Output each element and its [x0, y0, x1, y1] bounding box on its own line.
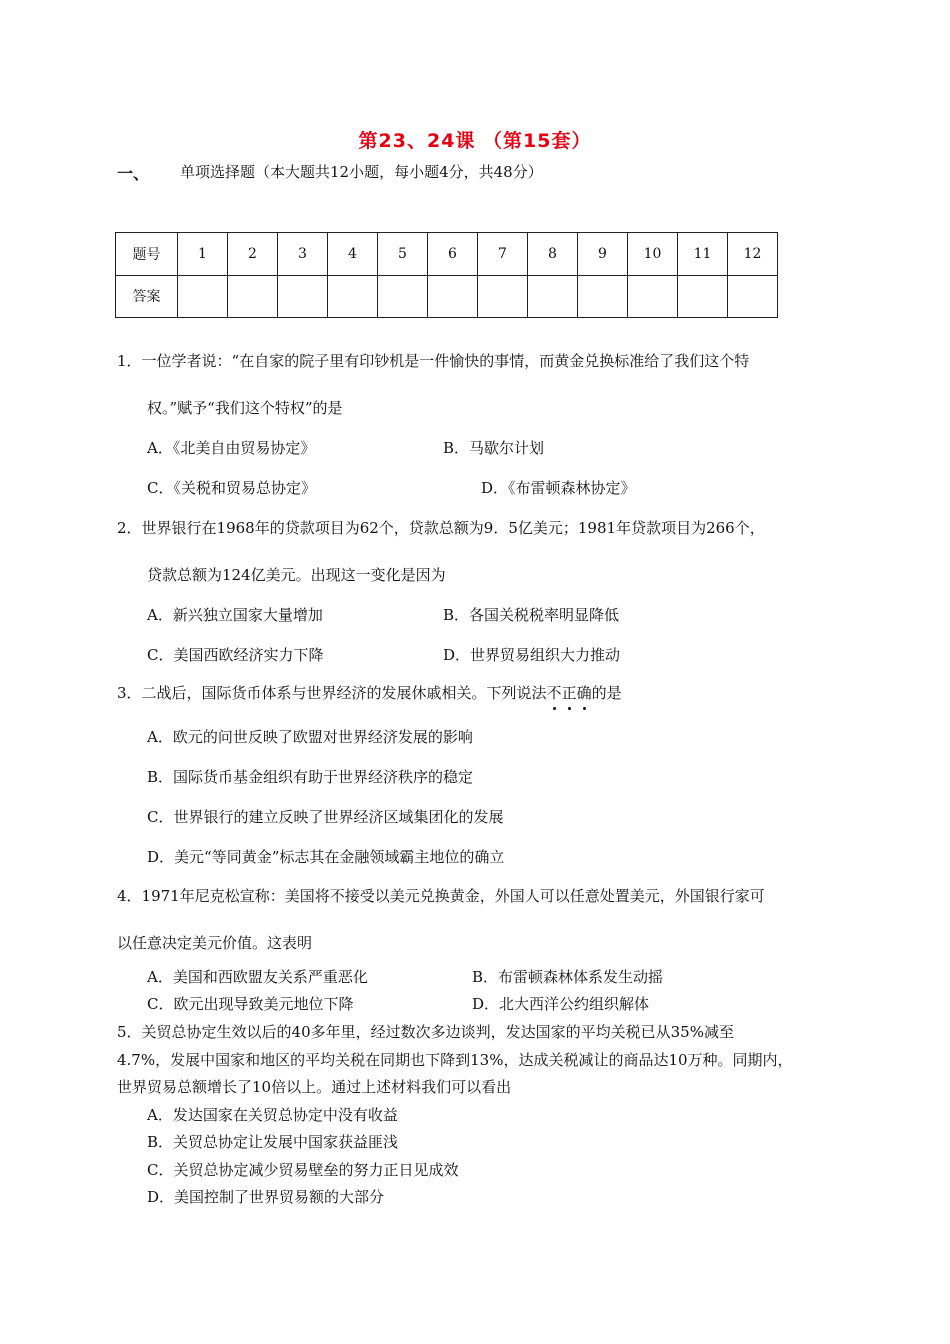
answer-cell[interactable] [228, 275, 278, 318]
question-number-cell: 1 [178, 233, 228, 276]
answer-cell[interactable] [378, 275, 428, 318]
question-number-row [116, 233, 778, 276]
question-5-stem: 5．关贸总协定生效以后的40多年里，经过数次多边谈判，发达国家的平均关税已从35%减至 [117, 1023, 734, 1041]
question-5-option-c: C．关贸总协定减少贸易壁垒的努力正日见成效 [147, 1161, 459, 1179]
question-2-stem: 2．世界银行在1968年的贷款项目为62个，贷款总额为9．5亿美元；1981年贷款项目为266个， [117, 519, 765, 537]
question-3-stem [117, 682, 622, 703]
question-number-cell: 2 [228, 233, 278, 276]
answer-cell[interactable] [678, 275, 728, 318]
question-4-option-d: D．北大西洋公约组织解体 [472, 995, 650, 1013]
answer-cell[interactable] [178, 275, 228, 318]
question-number-cell: 8 [528, 233, 578, 276]
emphasis-char: 确 [576, 684, 592, 702]
answer-cell[interactable] [728, 275, 778, 318]
question-3-option-a: A．欧元的问世反映了欧盟对世界经济发展的影响 [147, 728, 473, 746]
question-4-stem: 4．1971年尼克松宣称：美国将不接受以美元兑换黄金，外国人可以任意处置美元，外国银行家可 [117, 887, 765, 905]
emphasis-char: 正 [561, 684, 577, 702]
question-5-option-b: B．关贸总协定让发展中国家获益匪浅 [147, 1133, 399, 1151]
answer-cell[interactable] [428, 275, 478, 318]
question-number-cell: 12 [728, 233, 778, 276]
question-3-option-d: D．美元“等同黄金”标志其在金融领域霸主地位的确立 [147, 848, 505, 866]
question-number-cell: 7 [478, 233, 528, 276]
question-1-option-a: A．《北美自由贸易协定》 [147, 439, 316, 457]
answer-cell[interactable] [328, 275, 378, 318]
question-3-stem-after: 的是 [591, 684, 622, 702]
section-number: 一、 [117, 164, 150, 183]
question-5-option-d: D．美国控制了世界贸易额的大部分 [147, 1188, 385, 1206]
question-4-option-a: A．美国和西欧盟友关系严重恶化 [147, 968, 368, 986]
question-number-cell: 9 [578, 233, 628, 276]
answer-cell[interactable] [278, 275, 328, 318]
question-number-cell: 5 [378, 233, 428, 276]
question-3-option-c: C．世界银行的建立反映了世界经济区域集团化的发展 [147, 808, 504, 826]
answer-row [116, 275, 778, 318]
question-5-stem-cont: 4.7%，发展中国家和地区的平均关税在同期也下降到13%，达成关税减让的商品达10万种。同期内， [117, 1051, 793, 1069]
question-4-stem-cont: 以任意决定美元价值。这表明 [117, 934, 313, 952]
emphasis-char: 不 [546, 684, 562, 702]
answer-table [115, 232, 778, 318]
question-2-stem-cont: 贷款总额为124亿美元。出现这一变化是因为 [147, 566, 446, 584]
question-5-stem-cont-2: 世界贸易总额增长了10倍以上。通过上述材料我们可以看出 [117, 1078, 512, 1096]
answer-cell[interactable] [628, 275, 678, 318]
question-number-cell: 3 [278, 233, 328, 276]
page-title: 第23、24课 （第15套） [358, 130, 592, 152]
section-heading: 单项选择题（本大题共12小题，每小题4分，共48分） [180, 163, 543, 181]
question-4-option-b: B．布雷顿森林体系发生动摇 [472, 968, 664, 986]
question-4-option-c: C．欧元出现导致美元地位下降 [147, 995, 354, 1013]
question-2-option-c: C．美国西欧经济实力下降 [147, 646, 324, 664]
question-number-cell: 6 [428, 233, 478, 276]
question-3-stem-before: 3．二战后，国际货币体系与世界经济的发展休戚相关。下列说法 [117, 684, 547, 702]
row-label: 答案 [116, 275, 178, 318]
question-1-option-b: B．马歇尔计划 [443, 439, 545, 457]
question-number-cell: 11 [678, 233, 728, 276]
question-1-option-d: D．《布雷顿森林协定》 [481, 479, 636, 497]
question-2-option-d: D．世界贸易组织大力推动 [443, 646, 621, 664]
answer-cell[interactable] [478, 275, 528, 318]
question-2-option-b: B．各国关税税率明显降低 [443, 606, 620, 624]
question-5-option-a: A．发达国家在关贸总协定中没有收益 [147, 1106, 398, 1124]
question-3-option-b: B．国际货币基金组织有助于世界经济秩序的稳定 [147, 768, 474, 786]
question-1-stem-cont: 权。”赋予“我们这个特权”的是 [147, 399, 343, 417]
question-1-option-c: C．《关税和贸易总协定》 [147, 479, 316, 497]
question-1-stem: 1．一位学者说：“在自家的院子里有印钞机是一件愉快的事情，而黄金兑换标准给了我们这个特 [117, 352, 750, 370]
row-label: 题号 [116, 233, 178, 276]
answer-cell[interactable] [528, 275, 578, 318]
answer-cell[interactable] [578, 275, 628, 318]
question-2-option-a: A．新兴独立国家大量增加 [147, 606, 323, 624]
question-number-cell: 10 [628, 233, 678, 276]
question-number-cell: 4 [328, 233, 378, 276]
